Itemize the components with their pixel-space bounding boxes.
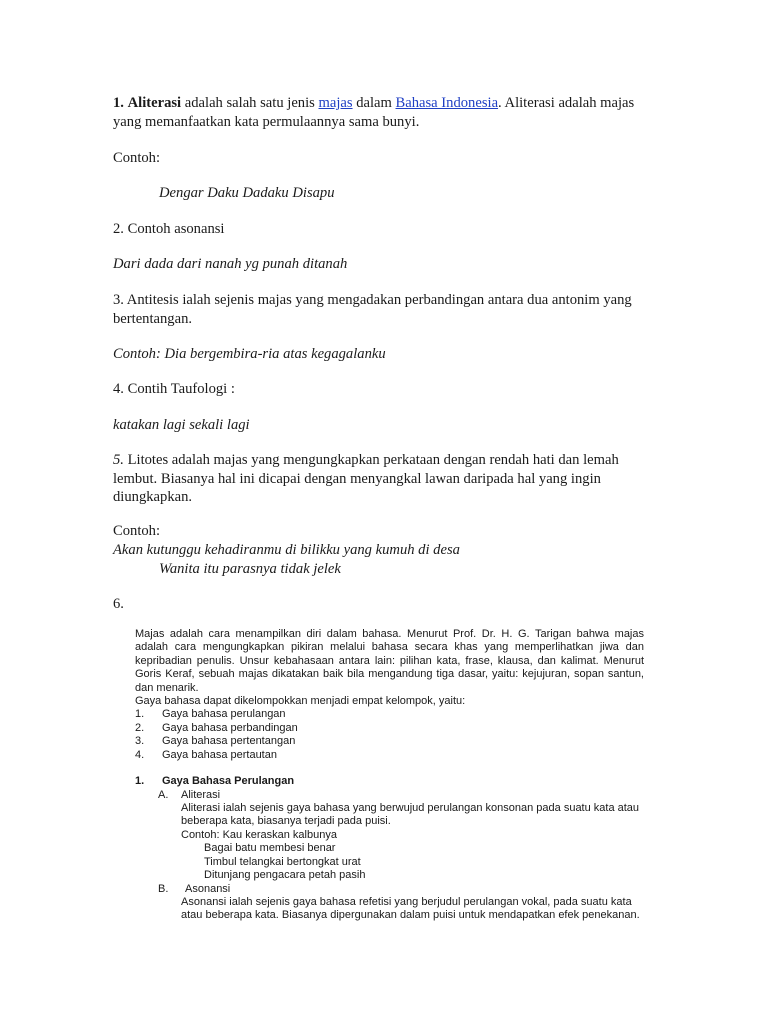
sub-a-heading [158,789,220,802]
sub-a-example: Timbul telangkai bertongkat urat [204,855,361,868]
item2-heading: 2. Contoh asonansi [113,221,225,237]
item5-example1: Akan kutunggu kehadiranmu di bilikku yang kumuh di desa [113,542,460,558]
item1-line2: yang memanfaatkan kata permulaannya sama bunyi. [113,114,420,130]
bahasa-indonesia-link[interactable]: Bahasa Indonesia [395,95,499,111]
item6-number: 6. [113,596,124,612]
group-list-item [135,735,644,748]
group-list-item [135,749,644,762]
sub-b-line: atau beberapa kata. Biasanya dipergunakan dalam puisi untuk mendapatkan efek penekanan. [181,909,640,922]
sub-a-letter: A. [158,789,169,801]
item1-number: 1. [113,95,124,111]
group-label: Gaya bahasa pertautan [162,748,277,761]
item1-example: Dengar Daku Dadaku Disapu [159,185,335,201]
item5-number: 5. [113,452,124,468]
sub-b-heading [158,883,230,896]
item1-text-c: . Aliterasi adalah majas [498,95,635,111]
group-label: Gaya bahasa pertentangan [162,735,296,748]
group-intro: Gaya bahasa dapat dikelompokkan menjadi empat kelompok, yaitu: [135,695,466,708]
subheading-num: 1. [135,775,145,787]
majas-paragraph-line: Goris Keraf, sebuah majas dikatakan baik bila mengandung tiga dasar, yaitu: kejujuran, sopan santun, [135,668,644,681]
item5-line1-text: Litotes adalah majas yang mengungkapkan perkataan dengan rendah hati dan lemah [123,452,619,468]
sub-b-line: Asonansi ialah sejenis gaya bahasa refetisi yang berjudul perulangan vokal, pada suatu kata [181,896,632,908]
sub-b-letter: B. [158,883,169,895]
group-list-item [135,722,644,735]
majas-link[interactable]: majas [318,95,353,111]
group-label: Gaya bahasa perbandingan [162,721,298,734]
item1-term: Aliterasi [127,95,182,111]
item1-line1 [113,94,634,113]
majas-paragraph-last: dan menarik. [135,681,199,694]
sub-b-title: Asonansi [185,883,231,895]
item4-example: katakan lagi sekali lagi [113,417,250,433]
embedded-section [135,628,644,762]
sub-a-title: Aliterasi [181,789,221,801]
item5-example2: Wanita itu parasnya tidak jelek [159,561,341,577]
item2-example: Dari dada dari nanah yg punah ditanah [113,256,348,272]
group-num: 4. [135,748,145,761]
item5-contoh-label: Contoh: [113,523,161,539]
item5-line3: diungkapkan. [113,489,193,505]
group-num: 3. [135,735,145,748]
item3-line1: 3. Antitesis ialah sejenis majas yang mengadakan perbandingan antara dua antonim yang [113,292,632,308]
item3-line2: bertentangan. [113,311,193,327]
group-num: 2. [135,721,145,734]
majas-paragraph-line: kepribadian penulis. Unsur kebahasaan antara lain: pilihan kata, frase, klausa, dan kalimat. Menurut [135,654,644,667]
item1-text-a: adalah salah satu jenis [181,95,319,111]
sub-b-body [181,896,640,923]
item5-line2: lembut. Biasanya hal ini dicapai dengan menyangkal lawan daripada hal yang ingin [113,471,601,487]
majas-paragraph-line: Majas adalah cara menampilkan diri dalam bahasa. Menurut Prof. Dr. H. G. Tarigan bahwa majas [135,628,644,640]
majas-paragraph-line: adalah cara mengungkapkan pikiran melalui bahasa secara khas yang memperlihatkan jiwa dan [135,641,644,654]
sub-a-line: beberapa kata, biasanya terjadi pada puisi. [181,815,391,828]
sub-a-example: Bagai batu membesi benar [204,842,336,855]
sub-a-contoh: Contoh: Kau keraskan kalbunya [181,828,337,841]
item4-heading: 4. Contih Taufologi : [113,381,235,397]
item1-text-b: dalam [352,95,396,111]
subheading-text: Gaya Bahasa Perulangan [162,775,295,787]
group-num: 1. [135,708,145,721]
subheading [135,775,294,788]
item3-example: Contoh: Dia bergembira-ria atas kegagalanku [113,346,386,362]
group-list-item [135,708,644,721]
item1-contoh-label: Contoh: [113,150,161,166]
sub-a-body [181,802,639,882]
sub-a-example: Ditunjang pengacara petah pasih [204,869,366,882]
group-label: Gaya bahasa perulangan [162,708,286,721]
sub-a-line: Aliterasi ialah sejenis gaya bahasa yang berwujud perulangan konsonan pada suatu kata atau [181,802,640,814]
item5-line1 [113,451,619,470]
